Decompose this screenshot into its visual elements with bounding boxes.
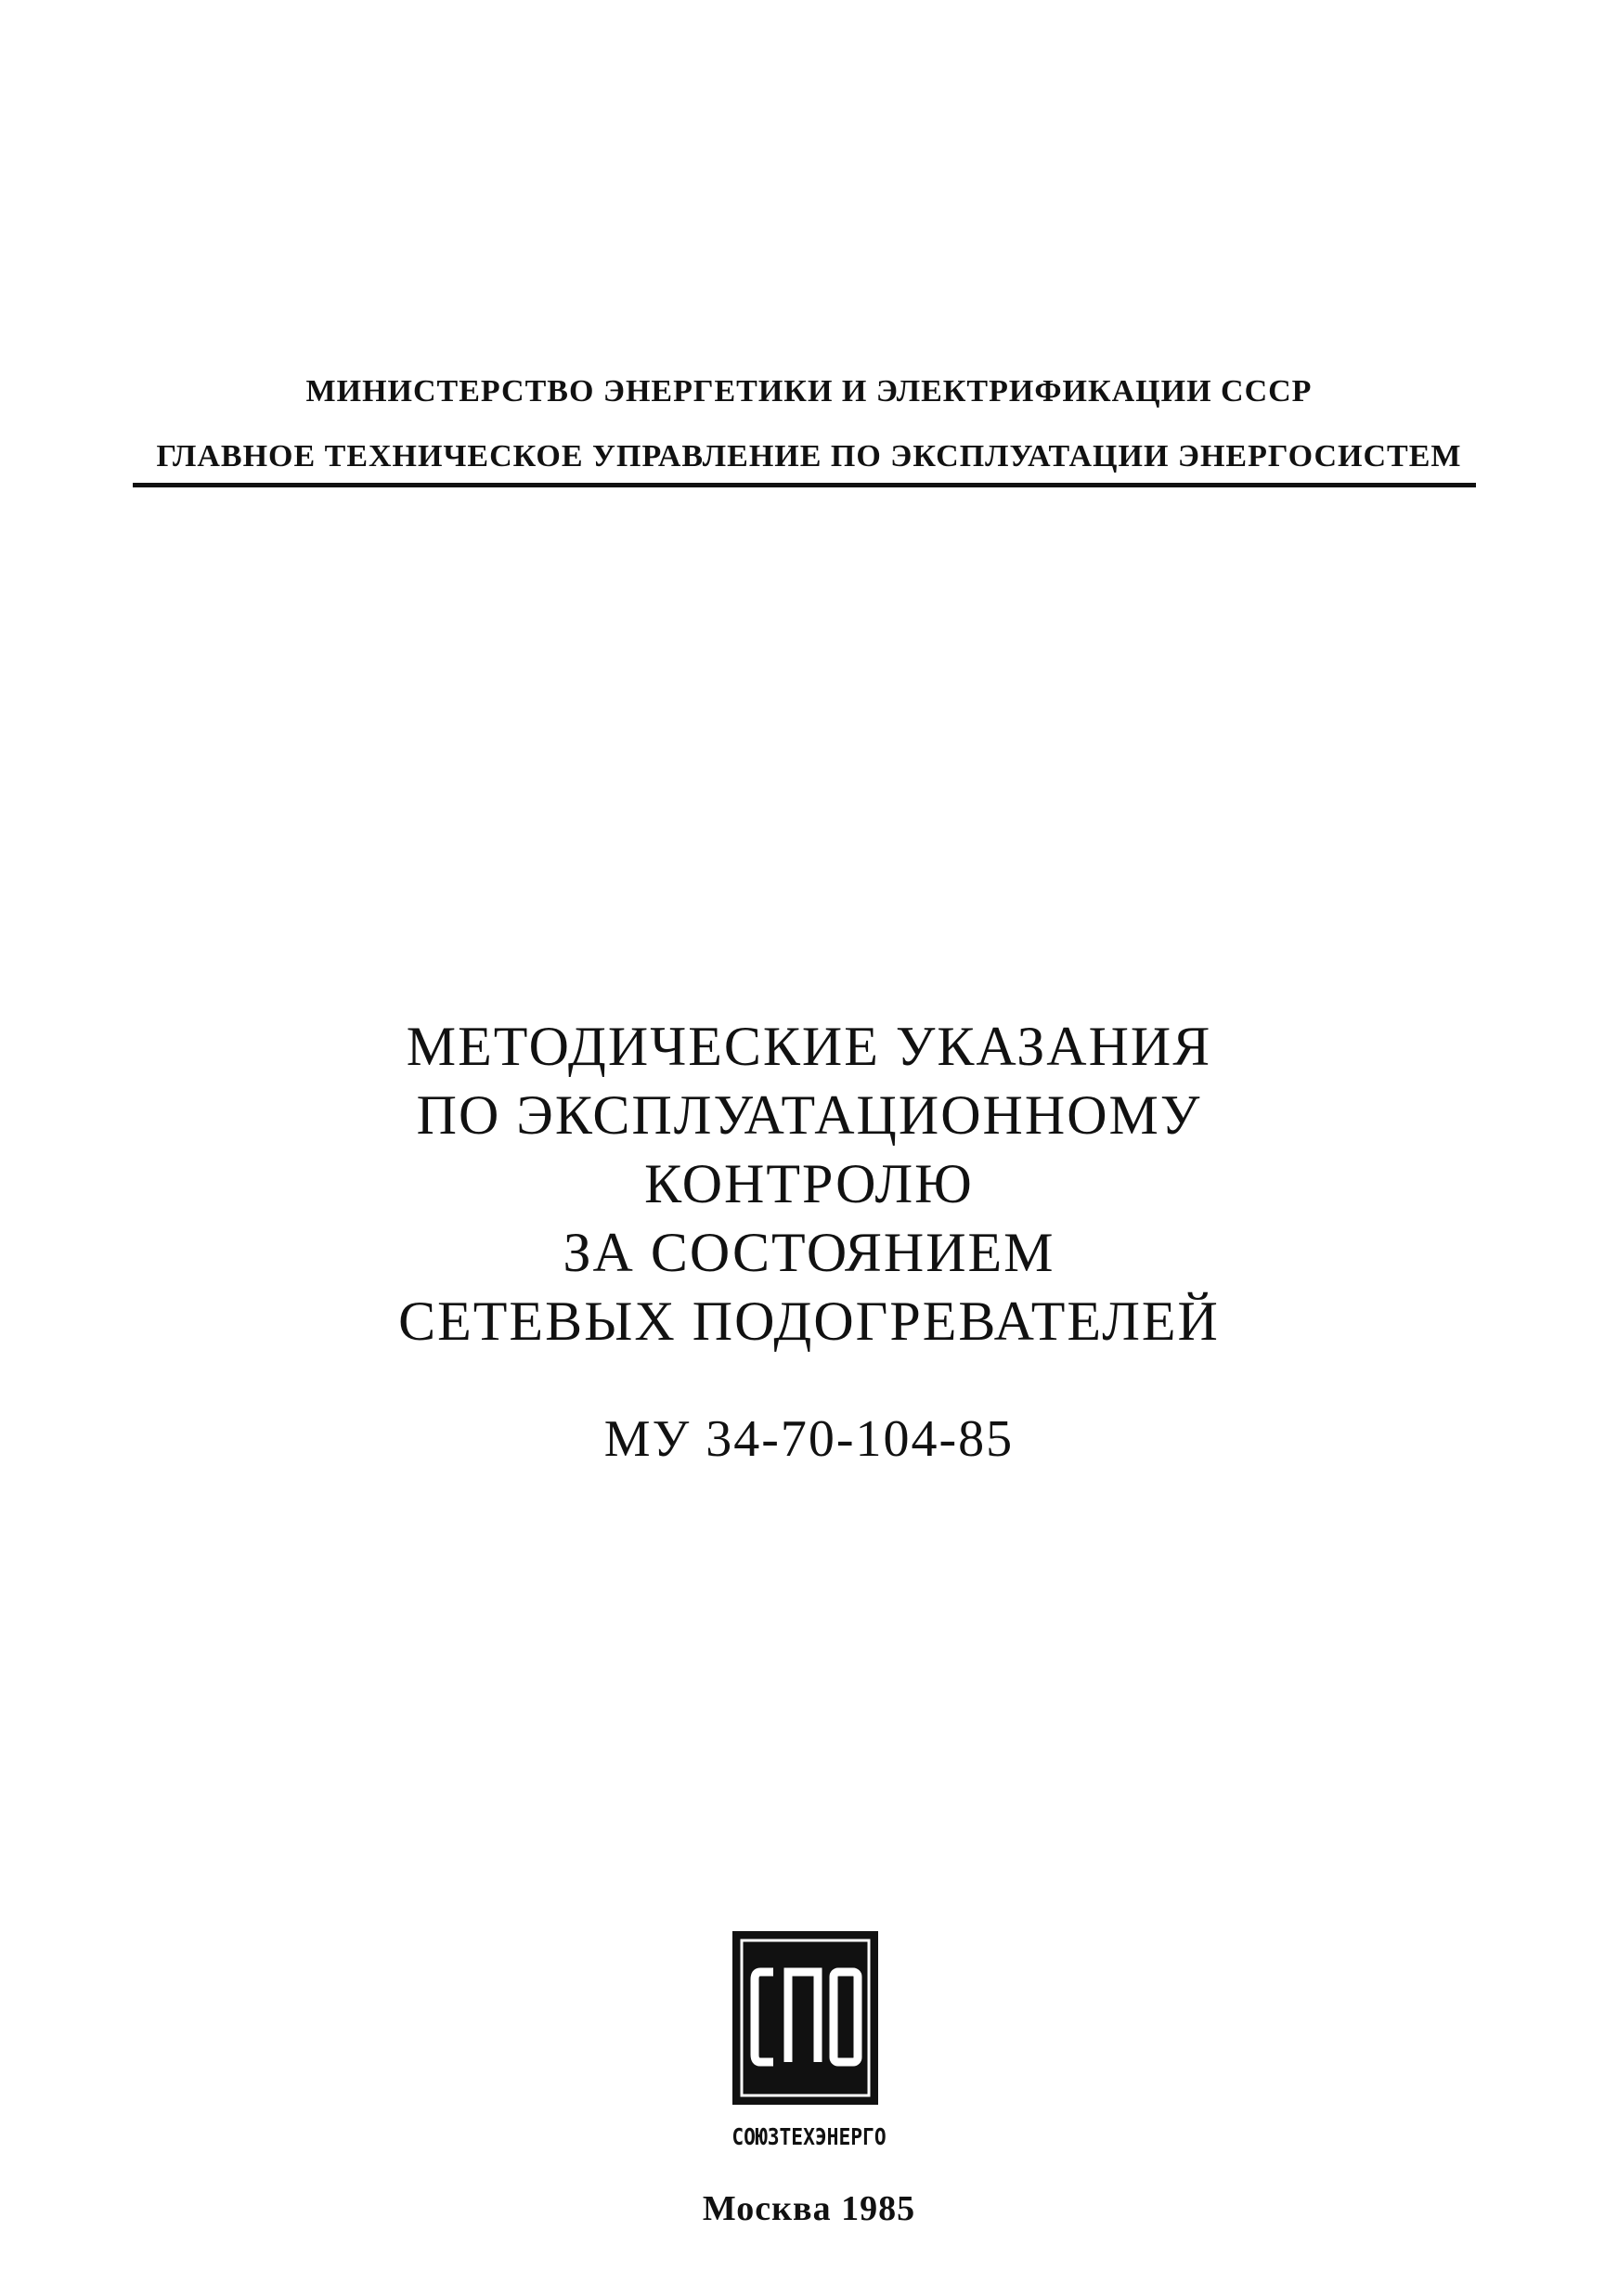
publication-place-year: Москва 1985 — [702, 2189, 916, 2228]
header — [0, 376, 1618, 473]
title-line: МЕТОДИЧЕСКИЕ УКАЗАНИЯ — [406, 1016, 1212, 1077]
document-code: МУ 34-70-104-85 — [603, 1410, 1015, 1468]
publisher-name: СОЮЗТЕХЭНЕРГО — [731, 2123, 887, 2150]
title-line: СЕТЕВЫХ ПОДОГРЕВАТЕЛЕЙ — [398, 1291, 1220, 1352]
directorate-name: ГЛАВНОЕ ТЕХНИЧЕСКОЕ УПРАВЛЕНИЕ ПО ЭКСПЛУАТАЦИИ ЭНЕРГОСИСТЕМ — [156, 439, 1462, 473]
document-title — [0, 1012, 1618, 1356]
header-divider — [133, 483, 1476, 487]
publisher-logo — [732, 1931, 878, 2105]
title-line: ПО ЭКСПЛУАТАЦИОННОМУ — [416, 1084, 1202, 1146]
title-line: КОНТРОЛЮ — [644, 1153, 974, 1214]
ministry-name: МИНИСТЕРСТВО ЭНЕРГЕТИКИ И ЭЛЕКТРИФИКАЦИИ СССР — [305, 374, 1313, 409]
title-line: ЗА СОСТОЯНИЕМ — [563, 1222, 1055, 1283]
